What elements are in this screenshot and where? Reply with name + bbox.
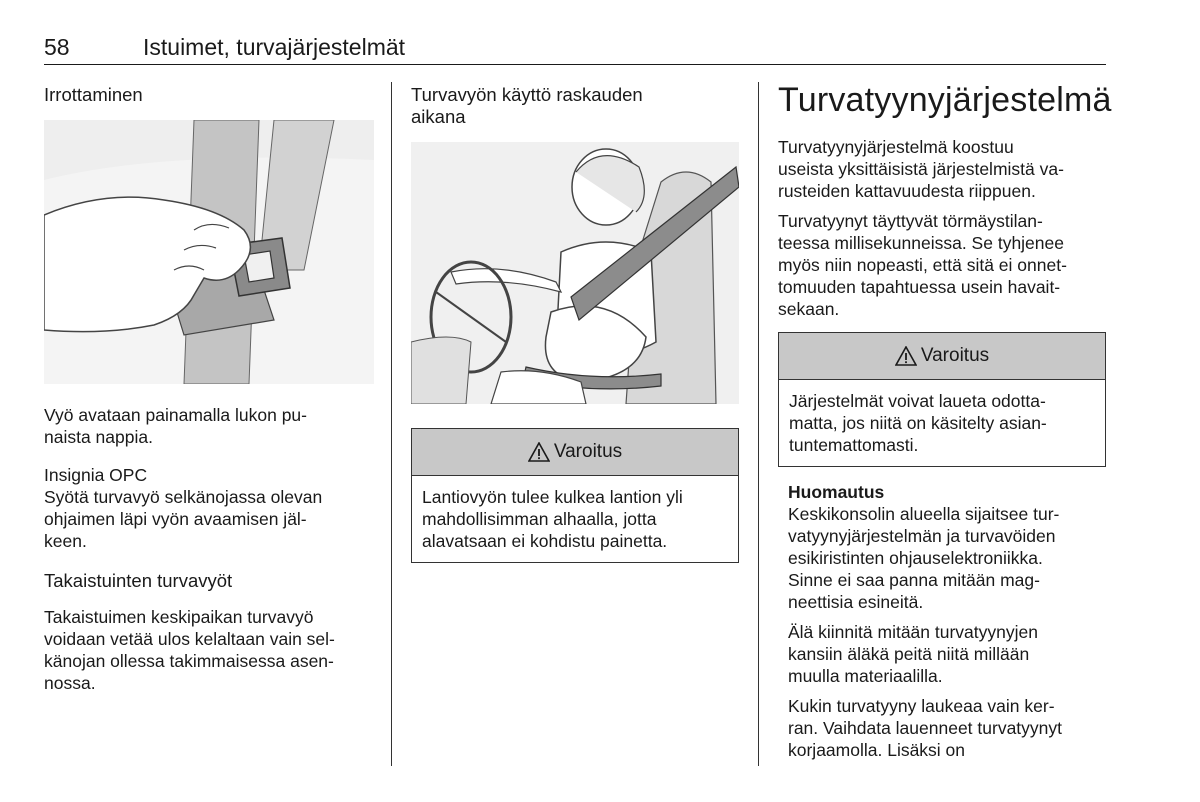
page-number: 58 — [44, 34, 70, 60]
page-header — [44, 30, 1106, 65]
column-1 — [44, 84, 374, 694]
line: neettisia esineitä. — [788, 592, 924, 612]
line: ran. Vaihdata lauenneet turvatyynyt — [788, 718, 1063, 738]
column-divider-1 — [391, 82, 392, 766]
note-block — [778, 481, 1106, 761]
section-heading-airbag: Turvatyynyjärjestelmä — [778, 81, 1112, 119]
warning-title: Varoitus — [553, 441, 623, 462]
line: aikana — [411, 106, 466, 127]
line: muulla materiaalilla. — [788, 666, 943, 686]
line: Vyö avataan painamalla lukon pu- — [44, 405, 307, 425]
line: useista yksittäisistä järjestelmistä va- — [778, 159, 1064, 179]
line: myös niin nopeasti, että sitä ei onnet- — [778, 255, 1067, 275]
warning-title: Varoitus — [920, 345, 990, 366]
line: Älä kiinnitä mitään turvatyynyjen — [788, 622, 1038, 642]
line: naista nappia. — [44, 427, 153, 447]
line: tuntemattomasti. — [789, 435, 919, 455]
buckle-release-illustration — [44, 120, 374, 384]
line: esikiristinten ohjauselektroniikka. — [788, 548, 1043, 568]
warning-box-pregnancy — [411, 428, 739, 563]
line: nossa. — [44, 673, 96, 693]
line: matta, jos niitä on käsitelty asian- — [789, 413, 1047, 433]
paragraph-rear-belts — [44, 606, 374, 694]
section-heading-rear-belts: Takaistuinten turvavyöt — [44, 570, 233, 591]
pregnant-driver-illustration — [411, 142, 739, 404]
line: Sinne ei saa panna mitään mag- — [788, 570, 1040, 590]
warning-header — [412, 429, 738, 476]
line: Järjestelmät voivat laueta odotta- — [789, 391, 1046, 411]
line: mahdollisimman alhaalla, jotta — [422, 509, 657, 529]
warning-box-airbag — [778, 332, 1106, 467]
page-title: Istuimet, turvajärjestelmät — [143, 34, 406, 60]
line: Turvavyön käyttö raskauden — [411, 84, 643, 105]
pregnant-driver-drawing — [411, 142, 739, 404]
line: Kukin turvatyyny laukeaa vain ker- — [788, 696, 1055, 716]
column-2 — [411, 84, 739, 563]
line: kansiin äläkä peitä niitä millään — [788, 644, 1030, 664]
paragraph-opc — [44, 486, 374, 552]
line: Syötä turvavyö selkänojassa olevan — [44, 487, 323, 507]
column-3 — [778, 80, 1112, 761]
line: Turvatyynyjärjestelmä koostuu — [778, 137, 1014, 157]
subheading-insignia-opc: Insignia OPC — [44, 465, 148, 485]
paragraph-replace — [788, 695, 1106, 761]
paragraph-release — [44, 404, 374, 448]
line: känojan ollessa takimmaisessa asen- — [44, 651, 334, 671]
warning-triangle-icon — [528, 442, 550, 462]
line: sekaan. — [778, 299, 840, 319]
line: Turvatyynyt täyttyvät törmäystilan- — [778, 211, 1043, 231]
note-body — [788, 503, 1106, 613]
warning-triangle-icon — [895, 346, 917, 366]
paragraph-airbag-inflate — [778, 210, 1106, 320]
buckle-release-drawing — [44, 120, 374, 384]
paragraph-covers — [788, 621, 1106, 687]
note-title: Huomautus — [788, 482, 885, 502]
line: ohjaimen läpi vyön avaamisen jäl- — [44, 509, 307, 529]
line: tomuuden tapahtuessa usein havait- — [778, 277, 1061, 297]
warning-body — [779, 380, 1105, 466]
line: vatyynyjärjestelmän ja turvavöiden — [788, 526, 1056, 546]
line: Takaistuimen keskipaikan turvavyö — [44, 607, 314, 627]
line: voidaan vetää ulos kelaltaan vain sel- — [44, 629, 335, 649]
line: rusteiden kattavuudesta riippuen. — [778, 181, 1036, 201]
line: alavatsaan ei kohdistu painetta. — [422, 531, 668, 551]
warning-body — [412, 476, 738, 562]
section-heading-irrottaminen: Irrottaminen — [44, 84, 143, 105]
line: Lantiovyön tulee kulkea lantion yli — [422, 487, 683, 507]
column-divider-2 — [758, 82, 759, 766]
line: Keskikonsolin alueella sijaitsee tur- — [788, 504, 1060, 524]
line: korjaamolla. Lisäksi on — [788, 740, 966, 760]
line: keen. — [44, 531, 87, 551]
warning-header — [779, 333, 1105, 380]
section-heading-pregnancy — [411, 84, 739, 128]
line: teessa millisekunneissa. Se tyhjenee — [778, 233, 1064, 253]
paragraph-airbag-system — [778, 136, 1106, 202]
